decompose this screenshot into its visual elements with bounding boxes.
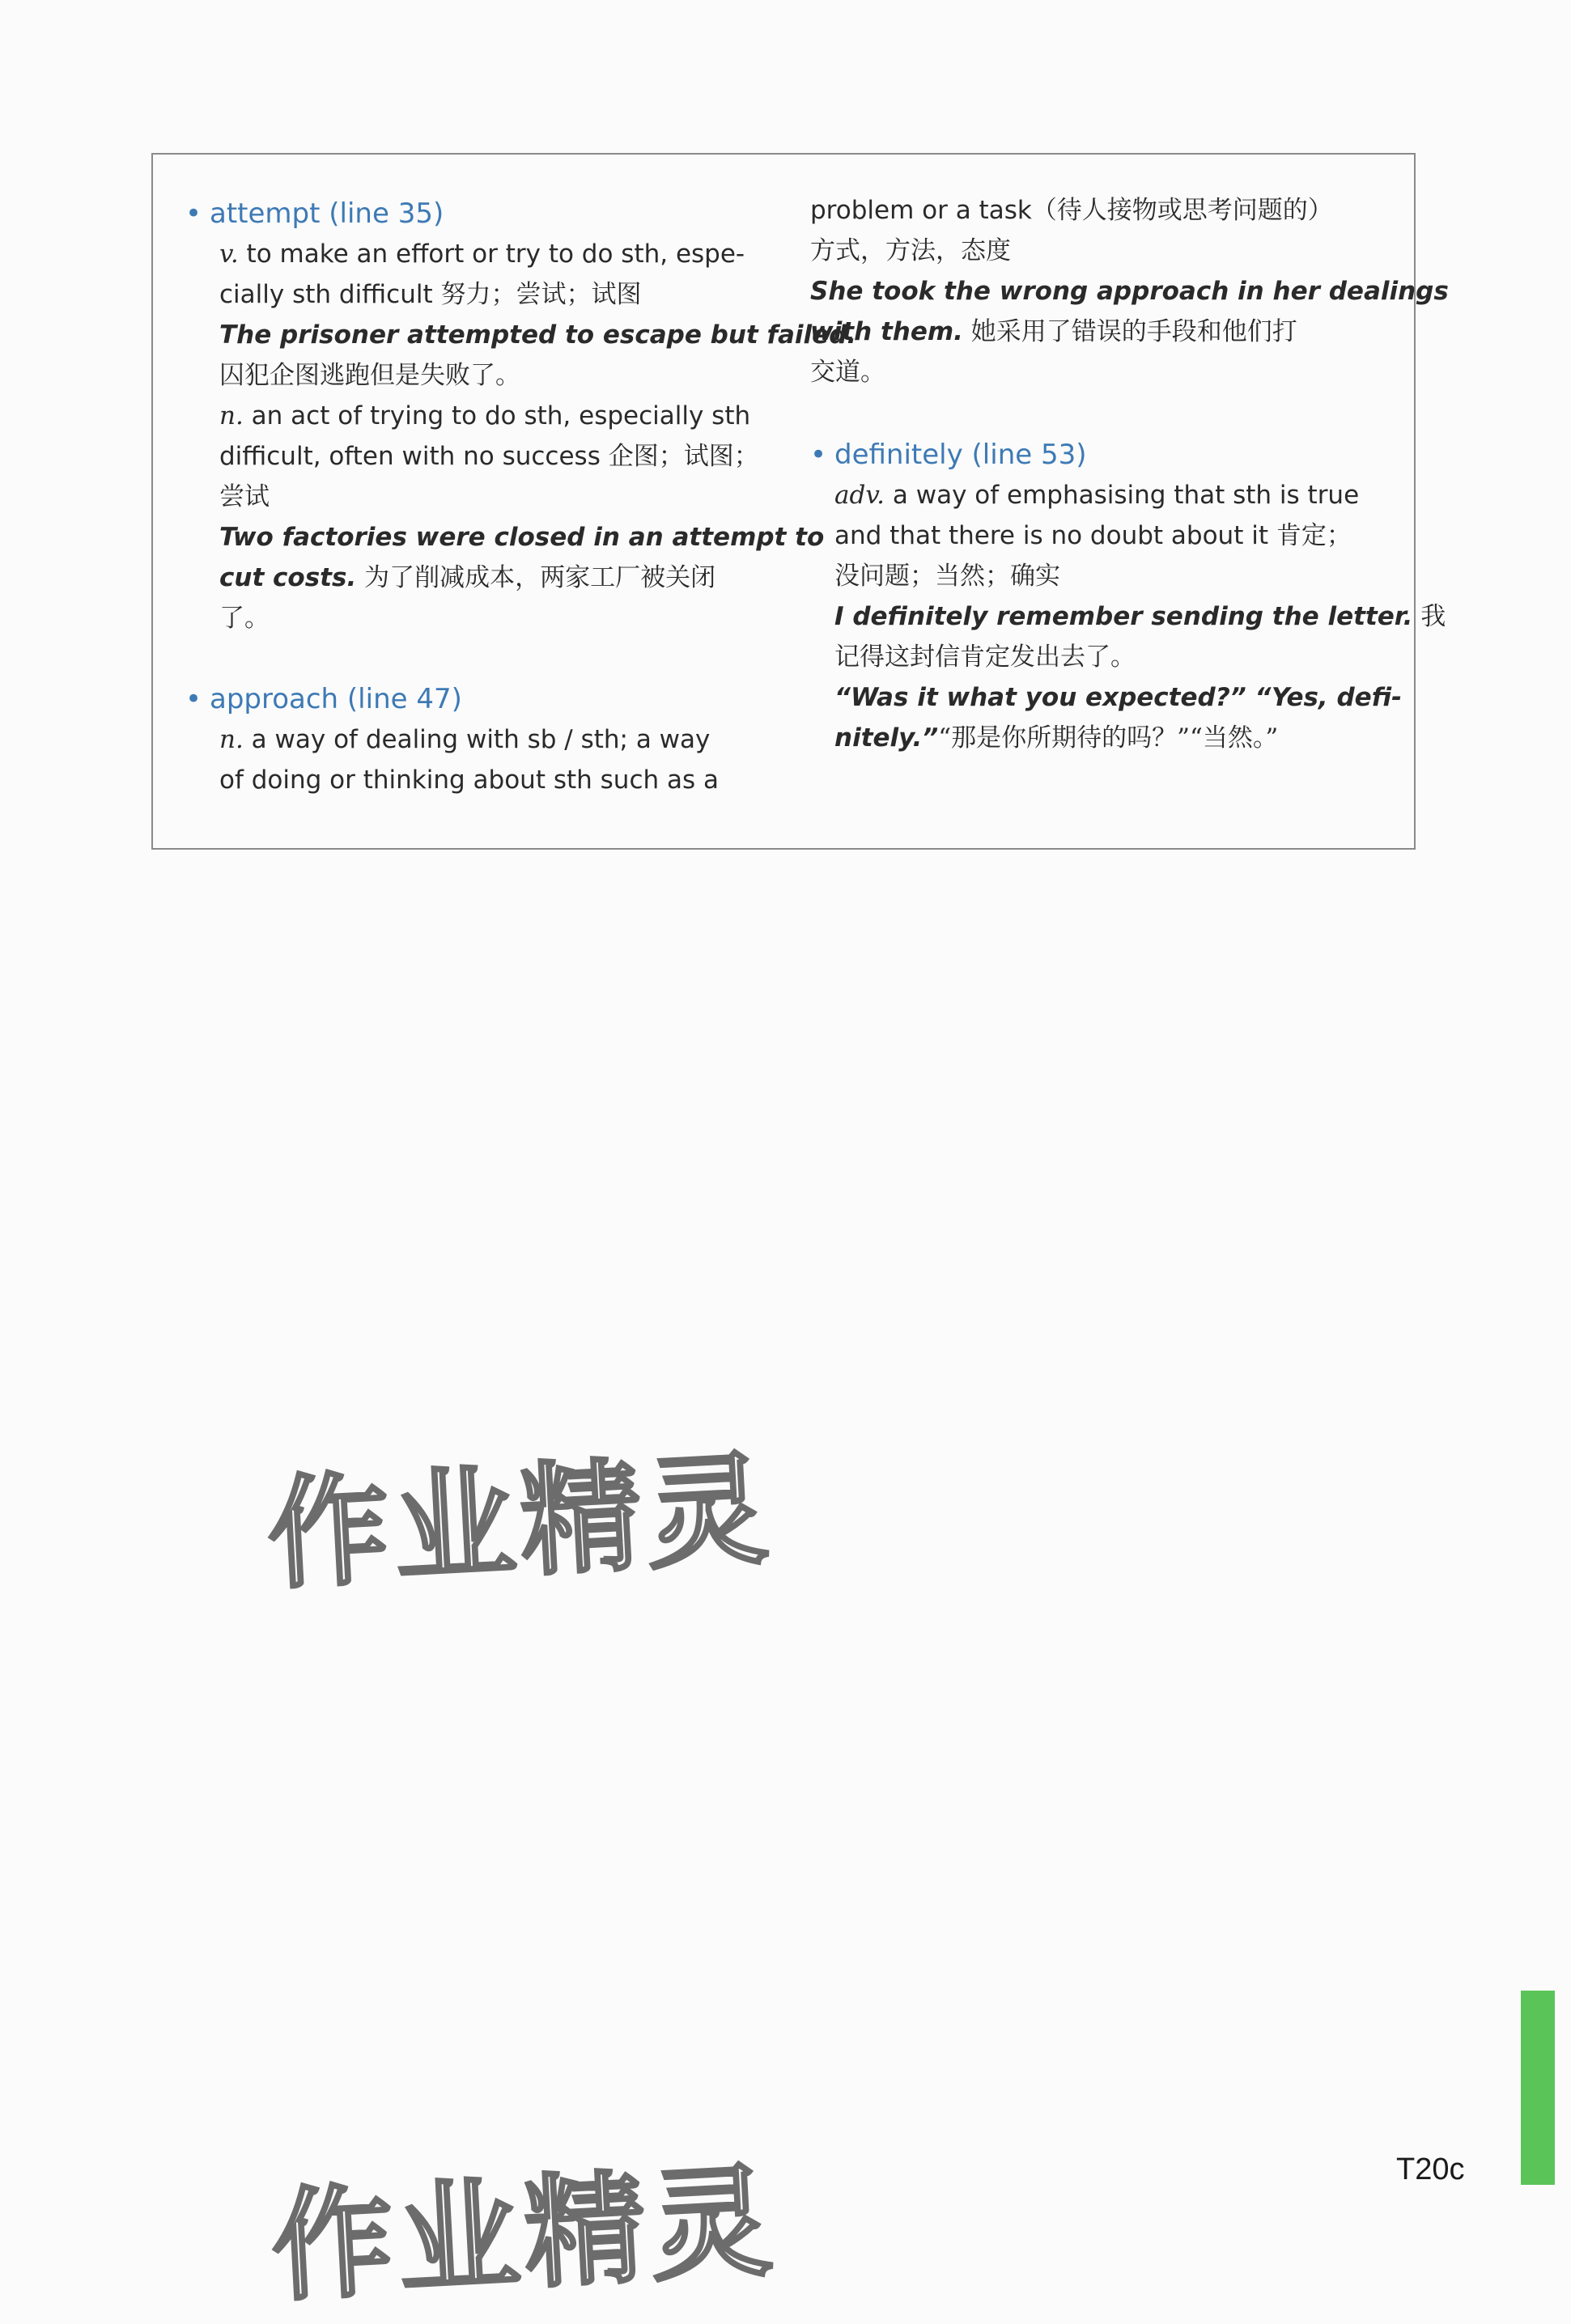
- definition-definitely: [834, 475, 1446, 758]
- example-line: nitely.”“那是你所期待的吗？”“当然。”: [834, 723, 1279, 753]
- watermark: 作业精灵: [268, 2151, 780, 2319]
- headword-definitely: [810, 435, 1087, 475]
- example-line: I definitely remember sending the letter. 我: [834, 602, 1446, 631]
- definition-line: n. a way of dealing with sb / sth; a way: [219, 725, 711, 754]
- translation-line: 囚犯企图逃跑但是失败了。: [219, 361, 520, 390]
- translation-line: 尝试: [219, 482, 270, 511]
- example-line: Two factories were closed in an attempt to: [219, 523, 825, 552]
- headword-text: attempt (line 35): [210, 197, 444, 230]
- definition-approach-continued: [810, 190, 1449, 392]
- translation-line: 交道。: [810, 358, 885, 387]
- definition-line: cially sth difficult 努力；尝试；试图: [219, 280, 642, 309]
- example-line: cut costs. 为了削减成本，两家工厂被关闭: [219, 563, 716, 592]
- bullet-icon: •: [185, 683, 202, 715]
- section-tab: [1521, 1991, 1555, 2185]
- definition-line: adv. a way of emphasising that sth is true: [834, 481, 1360, 510]
- definition-line: n. an act of trying to do sth, especially sth: [219, 401, 751, 430]
- example-line: with them. 她采用了错误的手段和他们打: [810, 317, 1297, 346]
- translation-line: 方式，方法，态度: [810, 236, 1011, 265]
- bullet-icon: •: [810, 439, 827, 471]
- definition-line: v. to make an effort or try to do sth, espe-: [219, 240, 745, 269]
- headword-text: approach (line 47): [210, 683, 462, 715]
- example-line: The prisoner attempted to escape but failed.: [219, 320, 857, 350]
- headword-text: definitely (line 53): [834, 439, 1087, 471]
- definition-line: and that there is no doubt about it 肯定；: [834, 521, 1352, 550]
- headword-approach: [185, 679, 462, 719]
- vocabulary-box: [151, 153, 1449, 850]
- headword-attempt: [185, 193, 444, 234]
- page-number: T20c: [1396, 2152, 1465, 2186]
- definition-line: difficult, often with no success 企图；试图；: [219, 442, 759, 471]
- bullet-icon: •: [185, 197, 202, 230]
- translation-line: 了。: [219, 604, 270, 633]
- definition-line: problem or a task（待人接物或思考问题的）: [810, 196, 1333, 225]
- example-line: She took the wrong approach in her dealings: [810, 277, 1449, 306]
- translation-line: 记得这封信肯定发出去了。: [834, 642, 1136, 672]
- translation-line: 没问题；当然；确实: [834, 562, 1060, 591]
- definition-line: of doing or thinking about sth such as a: [219, 765, 719, 795]
- definition-approach: [219, 719, 770, 800]
- example-line: “Was it what you expected?” “Yes, defi-: [834, 683, 1402, 712]
- watermark: 作业精灵: [264, 1439, 776, 1607]
